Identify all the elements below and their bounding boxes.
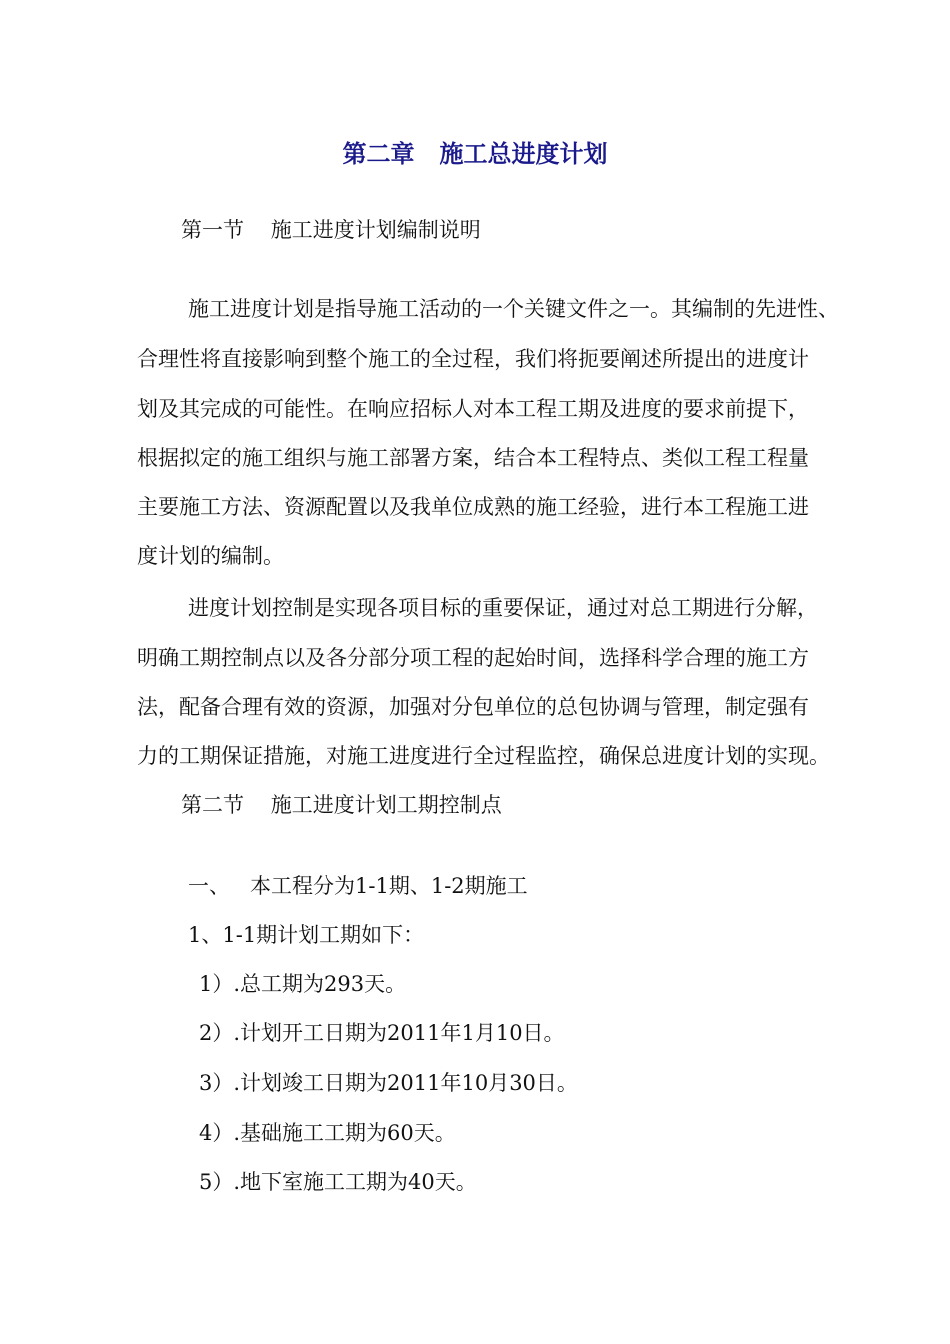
paragraph-1-line-4: 根据拟定的施工组织与施工部署方案，结合本工程特点、类似工程工程量 [137,446,809,470]
paragraph-1-line-2: 合理性将直接影响到整个施工的全过程，我们将扼要阐述所提出的进度计 [137,347,809,371]
chapter-title: 第二章 施工总进度计划 [342,140,608,168]
list-item: 2）.计划开工日期为2011年1月10日。 [199,1021,565,1045]
list-item-1: 一、 本工程分为1-1期、1-2期施工 [188,874,528,898]
paragraph-2-line-2: 明确工期控制点以及各分部分项工程的起始时间，选择科学合理的施工方 [137,646,809,670]
paragraph-2-line-3: 法，配备合理有效的资源，加强对分包单位的总包协调与管理，制定强有 [137,695,809,719]
list-item: 3）.计划竣工日期为2011年10月30日。 [199,1071,578,1095]
list-item: 5）.地下室施工工期为40天。 [199,1170,477,1194]
paragraph-1-line-5: 主要施工方法、资源配置以及我单位成熟的施工经验，进行本工程施工进 [137,495,809,519]
paragraph-2-line-4: 力的工期保证措施，对施工进度进行全过程监控，确保总进度计划的实现。 [137,744,830,768]
section-heading-2: 第二节 施工进度计划工期控制点 [181,793,502,817]
list-item: 4）.基础施工工期为60天。 [199,1121,456,1145]
sub-heading: 1、1-1期计划工期如下： [188,923,425,947]
paragraph-1-line-6: 度计划的编制。 [137,544,284,568]
paragraph-2-line-1: 进度计划控制是实现各项目标的重要保证，通过对总工期进行分解， [188,596,818,620]
paragraph-1-line-3: 划及其完成的可能性。在响应招标人对本工程工期及进度的要求前提下， [137,397,809,421]
section-heading-1: 第一节 施工进度计划编制说明 [181,218,481,242]
paragraph-1-line-1: 施工进度计划是指导施工活动的一个关键文件之一。其编制的先进性、 [188,297,839,321]
list-item: 1）.总工期为293天。 [199,972,407,996]
